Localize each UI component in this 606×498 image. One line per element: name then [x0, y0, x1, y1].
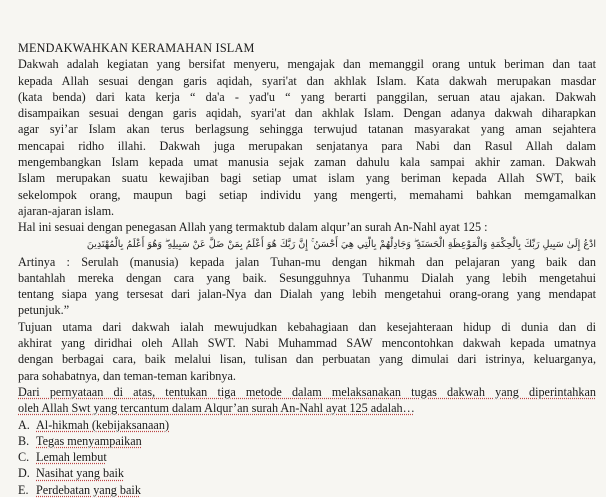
- text-line: Islam merupakan suatu kewajiban bagi setiap umat islam yang beriman kepada Allah SWT, baik: [18, 171, 596, 186]
- option-b[interactable]: [18, 433, 596, 449]
- paragraph-dakwah-purpose: [18, 319, 596, 384]
- text-line: bantahlah mereka dengan cara yang baik. Sesungguhnya Tuhanmu Dialah yang lebih mengetahui: [18, 270, 596, 285]
- text-line: dengan berbagai cara, baik melalui lisan, tulisan dan perbuatan yang dimulai dari istrinya, keluarganya,: [18, 352, 596, 367]
- page-title: MENDAKWAHKAN KERAMAHAN ISLAM: [18, 41, 255, 55]
- text-line: mencapai ridho illahi. Dakwah juga merupakan senjatanya para Nabi dan Rasul Allah dalam: [18, 138, 596, 153]
- answer-options: [18, 417, 596, 498]
- option-a[interactable]: [18, 417, 596, 433]
- text-line: Artinya : Serulah (manusia) kepada jalan Tuhan-mu dengan hikmah dan pelajaran yang baik dan: [18, 254, 596, 269]
- question-line: Dari pernyataan di atas, tentukan tiga metode dalam melaksanakan tugas dakwah yang diperintahkan: [18, 384, 596, 399]
- text-line: petunjuk.”: [18, 303, 70, 318]
- text-line: agar syi’ar Islam akan terus berlagsung sehingga terwujud tatanan masyarakat yang aman sejahtera: [18, 122, 596, 137]
- text-line: sekelompok orang, maupun bagi setiap individu yang mengerti, memahami bahkan memgamalkan: [18, 187, 596, 202]
- text-line: para sohabatnya, dan teman-teman karibnya.: [18, 368, 236, 383]
- option-letter: B.: [18, 433, 30, 448]
- option-text: Perdebatan yang baik: [36, 482, 141, 497]
- text-line: Dakwah adalah kegiatan yang bersifat menyeru, mengajak dan memanggil orang untuk beriman dan taat: [18, 57, 596, 72]
- verse-translation: [18, 254, 596, 319]
- text-line: Tujuan utama dari dakwah ialah mewujudkan kebahagiaan dan kesejahteraan hidup di dunia dan di: [18, 319, 596, 334]
- verse-intro: Hal ini sesuai dengan penegasan Allah yang termaktub dalam alqur’an surah An-Nahl ayat 125 :: [18, 220, 488, 235]
- text-line: (kata benda) dari kata kerja “ da'a - yad'u “ yang berarti panggilan, seruan atau ajakan. Dakwah: [18, 89, 596, 104]
- text-line: mengembangkan Islam kepada umat manusia sejak zaman dahulu kala sampai akhir zaman. Dakwah: [18, 155, 596, 170]
- option-d[interactable]: [18, 465, 596, 481]
- option-letter: A.: [18, 417, 30, 432]
- paragraph-dakwah-definition: [18, 56, 596, 219]
- option-e[interactable]: [18, 482, 596, 498]
- option-text: Lemah lembut: [36, 450, 107, 465]
- question-line: oleh Allah Swt yang tercantum dalam Alqur’an surah An-Nahl ayat 125 adalah…: [18, 401, 415, 416]
- question: [18, 384, 596, 417]
- option-letter: C.: [18, 450, 30, 465]
- option-c[interactable]: [18, 449, 596, 465]
- option-text: Al-hikmah (kebijaksanaan): [36, 417, 169, 432]
- text-line: tentang siapa yang tersesat dari jalan-Nya dan Dialah yang lebih mengetahui orang-orang yang mendapat: [18, 287, 596, 302]
- arabic-verse: ادْعُ إِلَىٰ سَبِيلِ رَبِّكَ بِالْحِكْمَةِ وَالْمَوْعِظَةِ الْحَسَنَةِ ۖ وَجَادِلْهُمْ بِالَّتِي هِيَ أَحْسَنُ ۚ إِنَّ رَبَّكَ هُوَ أَعْلَمُ بِمَنْ ضَلَّ عَنْ سَبِيلِهِ ۖ وَهُوَ أَعْلَمُ بِالْمُهْتَدِينَ: [86, 238, 596, 250]
- option-letter: D.: [18, 466, 30, 481]
- text-line: ajaran-ajaran islam.: [18, 203, 115, 218]
- option-text: Nasihat yang baik: [36, 466, 124, 481]
- option-letter: E.: [18, 482, 29, 497]
- text-line: kepada Allah sesuai dengan garis aqidah, syari'at dan akhlak Islam. Kata dakwah merupakan masdar: [18, 73, 596, 88]
- text-line: akhirat yang diridhai oleh Allah SWT. Nabi Muhammad SAW mencontohkan dakwah kepada umatnya: [18, 336, 596, 351]
- text-line: disampaikan sesuai dengan garis aqidah, syari'at dan akhlak Islam. Dengan adanya dakwah diharapkan: [18, 106, 596, 121]
- option-text: Tegas menyampaikan: [36, 433, 142, 448]
